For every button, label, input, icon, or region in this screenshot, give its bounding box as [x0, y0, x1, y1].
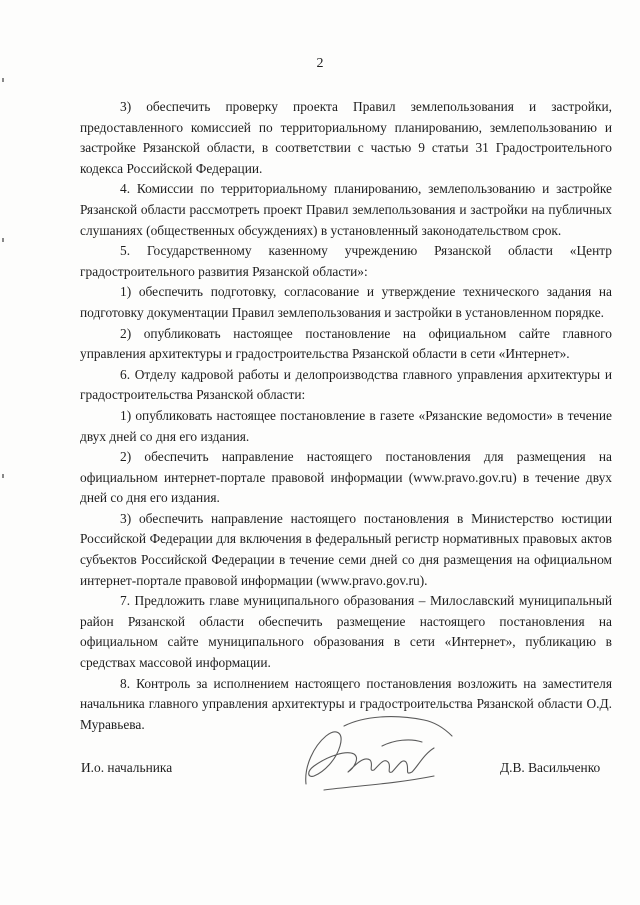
paragraph-5-item-1: 1) обеспечить подготовку, согласование и утверждение технического задания на подготовку документации Правил землепользования и застройки в установленном порядке.: [80, 284, 612, 320]
paragraph-6-item-1: 1) опубликовать настоящее постановление в газете «Рязанские ведомости» в течение двух дней со дня его издания.: [80, 407, 612, 444]
handwritten-signature: [284, 706, 464, 796]
document-body: [80, 97, 612, 735]
paragraph-7: 7. Предложить главе муниципального образования – Милославский муниципальный район Рязанской области обеспечить размещение настоящего постановления на официальном сайте муниципального образования в сети «Интернет», публикацию в средствах массовой информации.: [80, 593, 612, 671]
signer-name: Д.В. Васильченко: [500, 760, 601, 775]
paragraph-6-item-3: 3) обеспечить направление настоящего постановления в Министерство юстиции Российской Федерации для включения в федеральный регистр нормативных правовых актов субъектов Российской Федерации в течение семи дней со дня размещения на официальном интернет-портале правовой информации (www.pravo.gov.ru).: [80, 510, 612, 588]
scan-margin-mark: [2, 474, 4, 478]
paragraph-6-item-2: 2) обеспечить направление настоящего постановления для размещения на официальном интернет-портале правовой информации (www.pravo.gov.ru) в течение двух дней со дня его издания.: [80, 449, 612, 506]
page-number: 2: [316, 56, 324, 71]
paragraph-item-3: 3) обеспечить проверку проекта Правил землепользования и застройки, предоставленного комиссией по территориальному планированию, землепользованию и застройке Рязанской области, в соответствии с частью 9 статьи 31 Градостроительного кодекса Российской Федерации.: [80, 99, 612, 176]
paragraph-4: 4. Комиссии по территориальному планированию, землепользованию и застройке Рязанской области рассмотреть проект Правил землепользования и застройки на публичных слушаниях (общественных обсуждениях) в установленный законодательством срок.: [80, 181, 612, 238]
paragraph-8: 8. Контроль за исполнением настоящего постановления возложить на заместителя начальника главного управления архитектуры и градостроительства Рязанской области О.Д. Муравьева.: [80, 675, 612, 732]
scan-margin-mark: [2, 238, 4, 242]
signer-position: И.о. начальника: [81, 760, 173, 775]
scan-margin-mark: [2, 78, 4, 82]
paragraph-6: 6. Отделу кадровой работы и делопроизводства главного управления архитектуры и градостроительства Рязанской области:: [80, 366, 612, 403]
paragraph-5-item-2: 2) опубликовать настоящее постановление на официальном сайте главного управления архитектуры и градостроительства Рязанской области в сети «Интернет».: [80, 325, 612, 362]
paragraph-5: 5. Государственному казенному учреждению Рязанской области «Центр градостроительного развития Рязанской области»:: [80, 243, 612, 279]
